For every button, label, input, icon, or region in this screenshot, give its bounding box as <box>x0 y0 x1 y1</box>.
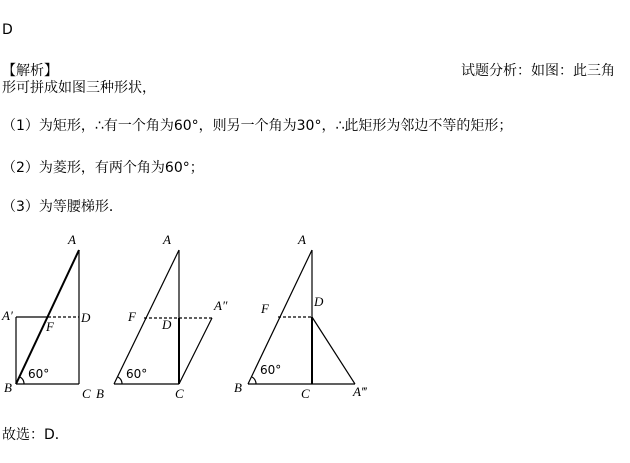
label-c: C <box>301 386 310 401</box>
figure-trapezoid <box>234 232 368 401</box>
figure-rhombus <box>96 232 228 401</box>
geometry-figure <box>0 228 630 408</box>
label-a-double-prime: A″ <box>214 298 228 313</box>
label-a-prime: A′ <box>2 308 13 323</box>
label-a: A <box>298 232 306 247</box>
analysis-item-1: （1）为矩形，∴有一个角为60°，则另一个角为30°，∴此矩形为邻边不等的矩形； <box>2 118 513 134</box>
label-a: A <box>68 232 76 247</box>
label-b: B <box>96 386 104 401</box>
label-d: D <box>81 310 91 325</box>
label-d: D <box>314 294 324 309</box>
label-a-triple-prime: A‴ <box>353 384 367 399</box>
label-a: A <box>163 232 171 247</box>
angle-label: 60° <box>260 363 282 377</box>
label-c: C <box>82 386 91 401</box>
angle-label: 60° <box>126 367 148 381</box>
analysis-intro-line: 形可拼成如图三种形状， <box>2 80 156 96</box>
label-b: B <box>234 380 242 395</box>
label-f: F <box>261 301 269 316</box>
angle-label: 60° <box>28 367 50 381</box>
analysis-intro-right: 试题分析：如图：此三角 <box>461 63 615 79</box>
figure-rectangle <box>1 232 91 401</box>
label-f: F <box>46 319 54 334</box>
analysis-header: 【解析】 <box>2 63 58 79</box>
conclusion: 故选：D． <box>2 427 69 443</box>
label-d: D <box>162 317 172 332</box>
label-f: F <box>128 309 136 324</box>
label-c: C <box>175 386 184 401</box>
answer-letter: D <box>2 22 13 38</box>
label-b: B <box>4 380 12 395</box>
analysis-item-3: （3）为等腰梯形． <box>2 199 123 215</box>
analysis-item-2: （2）为菱形，有两个角为60°； <box>2 160 204 176</box>
